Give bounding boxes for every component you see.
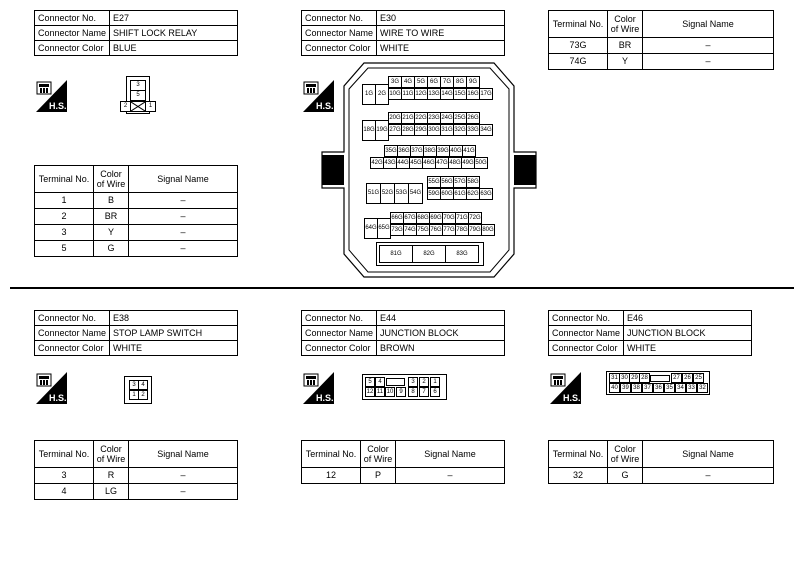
e46-connector-face [606,371,710,395]
hs-icon [303,372,334,404]
connector-color-label: Connector Color [302,341,377,356]
pin-53g: 53G [394,183,409,204]
wire-color-header: Color of Wire [361,441,396,468]
connector-color-label: Connector Color [302,41,377,56]
e30-terminal-table [548,10,774,70]
pin-1: 1 [129,390,139,400]
pin-37g: 37G [410,145,424,157]
svg-text:H.S.: H.S. [49,101,67,111]
pin-8g: 8G [453,76,467,88]
signal-name-header: Signal Name [129,166,238,193]
pin-74g: 74G [403,224,417,236]
connector-name-value: SHIFT LOCK RELAY [110,26,238,41]
pin-64g: 64G [364,218,378,239]
pin-4g: 4G [401,76,415,88]
pin-28: 28 [639,373,650,383]
e27-terminal-table [34,165,238,257]
pin-77g: 77G [442,224,456,236]
connector-no-label: Connector No. [35,11,110,26]
pin-5g: 5G [414,76,428,88]
pin-32g: 32G [453,124,467,136]
pin-43g: 43G [383,157,397,169]
e44-connector-info-table [301,310,505,356]
connector-name-label: Connector Name [35,326,110,341]
table-row: 3 Y – [35,225,238,241]
table-row: 2 BR – [35,209,238,225]
pin-60g: 60G [440,188,454,200]
pin-1g: 1G [362,84,376,105]
pin-5: 5 [130,90,146,101]
connector-color-value: WHITE [377,41,505,56]
connector-name-value: WIRE TO WIRE [377,26,505,41]
pin-38g: 38G [423,145,437,157]
pin-1: 1 [145,101,156,112]
pin-34g: 34G [479,124,493,136]
pin-39: 39 [620,383,631,393]
pin-83g: 83G [445,245,479,263]
e44-terminal-table [301,440,505,484]
pin-49g: 49G [461,157,475,169]
pin-30: 30 [619,373,630,383]
pin-72g: 72G [468,212,482,224]
pin-75g: 75G [416,224,430,236]
terminal-no-header: Terminal No. [549,441,608,468]
pin-40g: 40G [449,145,463,157]
e30-connector-info-table [301,10,505,56]
harness-side-icon [303,372,334,404]
pin-40: 40 [609,383,620,393]
pin-27: 27 [671,373,682,383]
svg-text:H.S.: H.S. [563,393,581,403]
pin-16g: 16G [466,88,480,100]
pin-28g: 28G [401,124,415,136]
pin-46g: 46G [422,157,436,169]
connector-name-value: JUNCTION BLOCK [624,326,752,341]
harness-side-icon [550,372,581,404]
hs-icon [36,80,67,112]
connector-color-label: Connector Color [35,41,110,56]
e38-connector-info-table [34,310,238,356]
pin-27g: 27G [388,124,402,136]
pin-81g: 81G [379,245,413,263]
blank-pin [130,101,146,112]
pin-11g: 11G [401,88,415,100]
terminal-no-header: Terminal No. [302,441,361,468]
pin-2g: 2G [375,84,389,105]
connector-color-label: Connector Color [549,341,624,356]
pin-38: 38 [631,383,642,393]
connector-no-value: E30 [377,11,505,26]
terminal-no-header: Terminal No. [35,166,94,193]
e27-connector-face [120,76,158,114]
pin-25: 25 [693,373,704,383]
pin-12g: 12G [414,88,428,100]
pin-3: 3 [408,377,418,387]
connector-no-label: Connector No. [35,311,110,326]
pin-10g: 10G [388,88,402,100]
connector-no-value: E46 [624,311,752,326]
hs-icon [550,372,581,404]
connector-name-label: Connector Name [549,326,624,341]
pin-44g: 44G [396,157,410,169]
pin-31: 31 [609,373,620,383]
pin-6g: 6G [427,76,441,88]
connector-color-value: BLUE [110,41,238,56]
e38-connector-face [124,376,152,404]
table-row: 73G BR – [549,38,774,54]
pin-37: 37 [642,383,653,393]
pin-82g: 82G [412,245,446,263]
pin-78g: 78G [455,224,469,236]
pin-21g: 21G [401,112,415,124]
e44-connector-face [362,374,447,400]
pin-79g: 79G [468,224,482,236]
pin-63g: 63G [479,188,493,200]
connector-color-label: Connector Color [35,341,110,356]
terminal-no-header: Terminal No. [549,11,608,38]
svg-text:H.S.: H.S. [49,393,67,403]
table-row: 32 G – [549,468,774,484]
pin-36: 36 [653,383,664,393]
connector-color-value: BROWN [377,341,505,356]
pin-12: 12 [366,389,374,395]
wire-color-header: Color of Wire [94,441,129,468]
pin-11: 11 [376,389,384,395]
pin-36g: 36G [397,145,411,157]
pin-9g: 9G [466,76,480,88]
signal-name-header: Signal Name [643,441,774,468]
pin-57g: 57G [453,176,467,188]
connector-no-value: E38 [110,311,238,326]
pin-23g: 23G [427,112,441,124]
pin-42g: 42G [370,157,384,169]
pin-4: 4 [138,380,148,390]
e46-connector-info-table [548,310,752,356]
table-row: 5 G – [35,241,238,257]
connector-no-value: E27 [110,11,238,26]
pin-2: 2 [120,101,131,112]
connector-name-label: Connector Name [302,326,377,341]
pin-54g: 54G [408,183,423,204]
pin-34: 34 [675,383,686,393]
pin-66g: 66G [390,212,404,224]
pin-55g: 55G [427,176,441,188]
signal-name-header: Signal Name [129,441,238,468]
pin-8: 8 [408,387,418,397]
pin-33: 33 [686,383,697,393]
pin-35: 35 [664,383,675,393]
connector-name-value: JUNCTION BLOCK [377,326,505,341]
pin-35g: 35G [384,145,398,157]
pin-52g: 52G [380,183,395,204]
pin-2: 2 [419,377,429,387]
pin-17g: 17G [479,88,493,100]
key-slot [386,378,405,386]
pin-39g: 39G [436,145,450,157]
pin-2: 2 [138,390,148,400]
hs-icon [36,372,67,404]
pin-69g: 69G [429,212,443,224]
table-row: 4 LG – [35,484,238,500]
pin-25g: 25G [453,112,467,124]
pin-3: 3 [130,80,146,91]
pin-31g: 31G [440,124,454,136]
pin-6: 6 [430,387,440,397]
pin-24g: 24G [440,112,454,124]
pin-67g: 67G [403,212,417,224]
connector-name-label: Connector Name [302,26,377,41]
signal-name-header: Signal Name [643,11,774,38]
connector-name-value: STOP LAMP SWITCH [110,326,238,341]
signal-name-header: Signal Name [396,441,505,468]
e27-connector-info-table [34,10,238,56]
e46-terminal-table [548,440,774,484]
connector-name-label: Connector Name [35,26,110,41]
connector-no-value: E44 [377,311,505,326]
pin-30g: 30G [427,124,441,136]
svg-text:H.S.: H.S. [316,393,334,403]
pin-5: 5 [365,377,375,387]
harness-side-icon [36,372,67,404]
section-divider [10,287,794,289]
table-row: 1 B – [35,193,238,209]
pin-13g: 13G [427,88,441,100]
wire-color-header: Color of Wire [94,166,129,193]
table-row: 74G Y – [549,54,774,70]
pin-76g: 76G [429,224,443,236]
e38-terminal-table [34,440,238,500]
pin-80g: 80G [481,224,495,236]
pin-26g: 26G [466,112,480,124]
pin-29: 29 [629,373,640,383]
pin-41g: 41G [462,145,476,157]
pin-45g: 45G [409,157,423,169]
pin-3: 3 [129,380,139,390]
pin-4: 4 [375,377,385,387]
pin-56g: 56G [440,176,454,188]
pin-51g: 51G [366,183,381,204]
pin-7: 7 [419,387,429,397]
pin-73g: 73G [390,224,404,236]
pin-1: 1 [430,377,440,387]
pin-14g: 14G [440,88,454,100]
pin-58g: 58G [466,176,480,188]
pin-47g: 47G [435,157,449,169]
connector-color-value: WHITE [110,341,238,356]
pin-10: 10 [386,389,394,395]
pin-22g: 22G [414,112,428,124]
pin-62g: 62G [466,188,480,200]
svg-text:H.S.: H.S. [316,101,334,111]
pin-71g: 71G [455,212,469,224]
pin-3g: 3G [388,76,402,88]
pin-18g: 18G [362,120,376,141]
connector-no-label: Connector No. [549,311,624,326]
pin-68g: 68G [416,212,430,224]
pin-15g: 15G [453,88,467,100]
wire-color-header: Color of Wire [608,441,643,468]
wire-color-header: Color of Wire [608,11,643,38]
connector-color-value: WHITE [624,341,752,356]
key-slot [650,375,670,382]
pin-50g: 50G [474,157,488,169]
e30-connector-face [320,62,538,280]
connector-no-label: Connector No. [302,311,377,326]
pin-70g: 70G [442,212,456,224]
pin-29g: 29G [414,124,428,136]
pin-9: 9 [396,387,406,397]
pin-19g: 19G [375,120,389,141]
pin-32: 32 [697,383,708,393]
connector-no-label: Connector No. [302,11,377,26]
pin-61g: 61G [453,188,467,200]
pin-26: 26 [682,373,693,383]
pin-59g: 59G [427,188,441,200]
pin-7g: 7G [440,76,454,88]
table-row: 3 R – [35,468,238,484]
pin-48g: 48G [448,157,462,169]
pin-20g: 20G [388,112,402,124]
harness-side-icon [36,80,67,112]
pin-33g: 33G [466,124,480,136]
table-row: 12 P – [302,468,505,484]
terminal-no-header: Terminal No. [35,441,94,468]
pin-65g: 65G [377,218,391,239]
